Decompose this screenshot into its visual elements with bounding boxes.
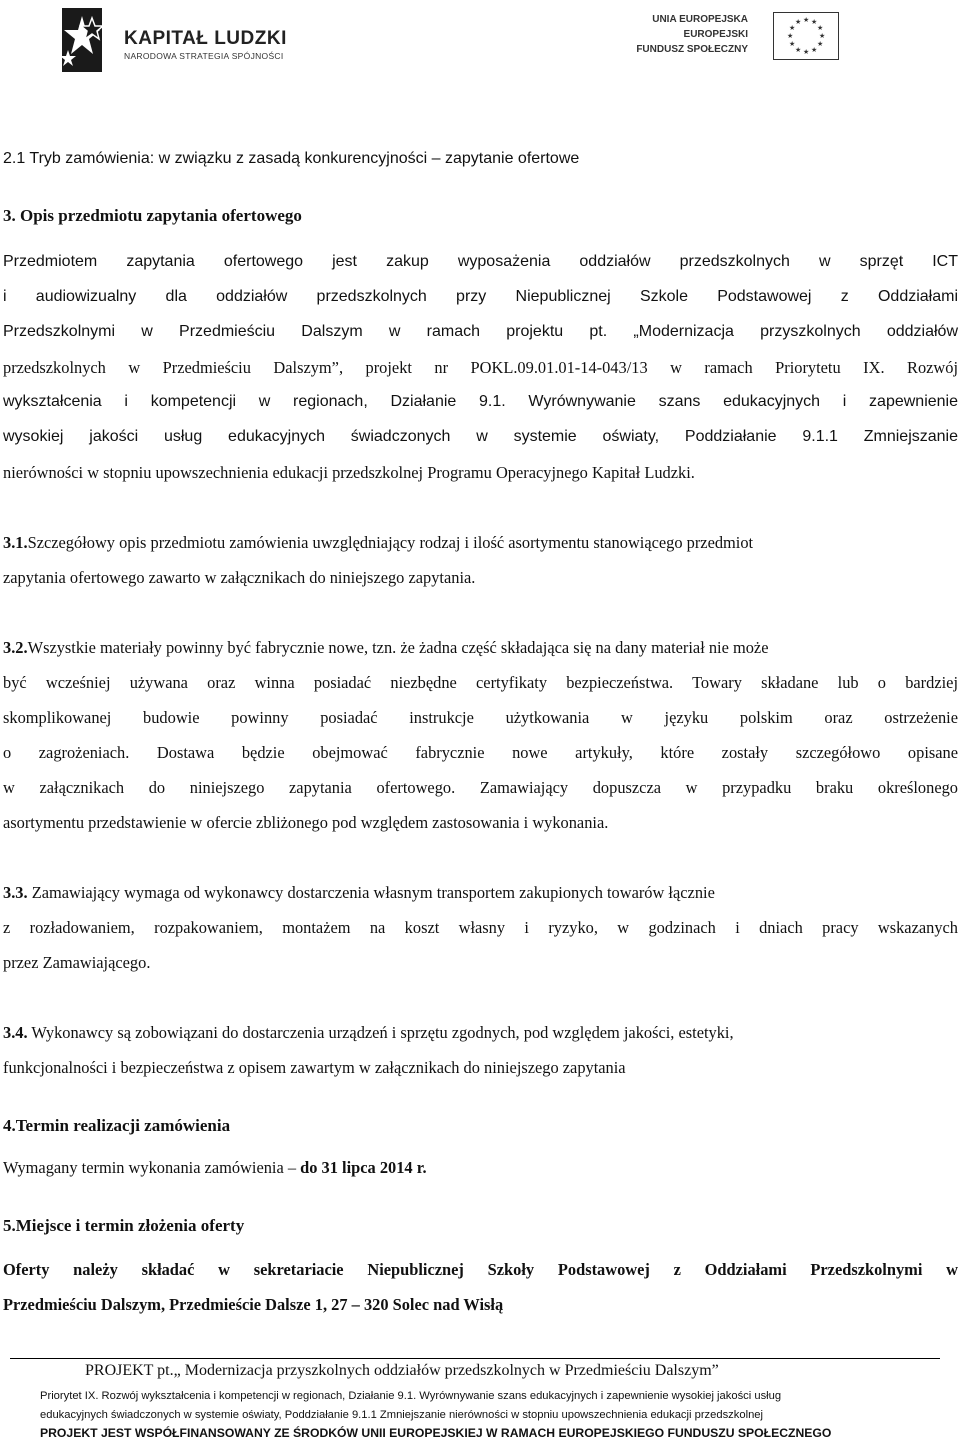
- s32-line2: być wcześniej używana oraz winna posiadać niezbędne certyfikaty bezpieczeństwa. Towary składane lub o bardziej: [3, 673, 958, 692]
- footer-priority-line: Priorytet IX. Rozwój wykształcenia i kompetencji w regionach, Działanie 9.1. Wyrównywanie szans edukacyjnych i zapewnienie wysokiej jakości usług: [40, 1390, 782, 1402]
- svg-text:★: ★: [803, 16, 810, 24]
- s3-p1-line4: przedszkolnych w Przedmieściu Dalszym”, projekt nr POKL.09.01.01-14-043/13 w ramach Priorytetu IX. Rozwój: [3, 358, 958, 377]
- s31-line1: [3, 533, 753, 553]
- footer-cofinance-line: PROJEKT JEST WSPÓŁFINANSOWANY ZE ŚRODKÓW UNII EUROPEJSKIEJ W RAMACH EUROPEJSKIEGO FUNDUSZU SPOŁECZNEGO: [40, 1426, 832, 1440]
- svg-text:★: ★: [795, 46, 802, 54]
- s5-line1: Oferty należy składać w sekretariacie Niepublicznej Szkoły Podstawowej z Oddziałami Przedszkolnymi w: [3, 1260, 958, 1279]
- section-4-heading: 4.Termin realizacji zamówienia: [3, 1116, 231, 1135]
- kl-subtitle: NARODOWA STRATEGIA SPÓJNOŚCI: [124, 51, 284, 61]
- s3-p1-line2: i audiowizualny dla oddziałów przedszkolnych przy Niepublicznej Szkole Podstawowej z Oddziałami: [3, 288, 958, 305]
- s34-number: 3.4.: [3, 1023, 28, 1042]
- kl-title: KAPITAŁ LUDZKI: [124, 28, 287, 49]
- s31-line2: zapytania ofertowego zawarto w załącznikach do niniejszego zapytania.: [3, 568, 476, 587]
- s32-line1: [3, 638, 768, 658]
- s32-line5: w załącznikach do niniejszego zapytania ofertowego. Zamawiający dopuszcza w przypadku braku określonego: [3, 778, 958, 797]
- svg-text:★: ★: [789, 24, 796, 32]
- s33-number: 3.3.: [3, 883, 28, 902]
- s3-p1-line6: wysokiej jakości usług edukacyjnych świadczonych w systemie oświaty, Poddziałanie 9.1.1 Zmniejszanie: [3, 428, 958, 445]
- s3-p1-line7: nierówności w stopniu upowszechnienia edukacji przedszkolnej Programu Operacyjnego Kapitał Ludzki.: [3, 463, 695, 482]
- footer-divider: [10, 1358, 940, 1359]
- svg-text:★: ★: [819, 32, 826, 40]
- svg-text:★: ★: [789, 40, 796, 48]
- page-header: [0, 0, 960, 90]
- eu-text-line2: EUROPEJSKI: [683, 29, 748, 40]
- svg-text:★: ★: [803, 48, 810, 56]
- s3-p1-line3: Przedszkolnymi w Przedmieściu Dalszym w ramach projektu pt. „Modernizacja przyszkolnych oddziałów: [3, 323, 958, 340]
- svg-text:★: ★: [817, 24, 824, 32]
- s3-p1-line1: Przedmiotem zapytania ofertowego jest zakup wyposażenia oddziałów przedszkolnych w sprzęt ICT: [3, 253, 958, 270]
- s31-number: 3.1.: [3, 533, 28, 552]
- s32-text1: Wszystkie materiały powinny być fabrycznie nowe, tzn. że żadna część składająca się na dany materiał nie może: [27, 638, 769, 657]
- s31-text1: Szczegółowy opis przedmiotu zamówienia uwzględniający rodzaj i ilość asortymentu stanowiącego przedmiot: [27, 533, 754, 552]
- s33-line3: przez Zamawiającego.: [3, 953, 151, 972]
- s33-line1: [3, 883, 715, 903]
- eu-stars-icon: [774, 13, 837, 58]
- svg-text:★: ★: [817, 40, 824, 48]
- kapital-ludzki-logo: [58, 4, 287, 74]
- eu-logo: [636, 12, 840, 72]
- footer-subaction-line: edukacyjnych świadczonych w systemie oświaty, Poddziałanie 9.1.1 Zmniejszanie nierówności w stopniu upowszechnienia edukacji przedszkolnej: [40, 1409, 763, 1421]
- s32-line3: skomplikowanej budowie powinny posiadać instrukcje użytkowania w języku polskim oraz ostrzeżenie: [3, 708, 958, 727]
- s34-text1: Wykonawcy są zobowiązani do dostarczenia urządzeń i sprzętu zgodnych, pod względem jakości, estetyki,: [27, 1023, 734, 1042]
- eu-text-line1: UNIA EUROPEJSKA: [652, 14, 748, 25]
- eu-text-line3: FUNDUSZ SPOŁECZNY: [636, 44, 748, 55]
- svg-text:★: ★: [787, 32, 794, 40]
- eu-logo-text: [636, 12, 748, 57]
- s34-line1: [3, 1023, 734, 1043]
- s33-text1: Zamawiający wymaga od wykonawcy dostarczenia własnym transportem zakupionych towarów łącznie: [27, 883, 715, 902]
- eu-flag-icon: [773, 12, 839, 60]
- svg-text:★: ★: [811, 18, 818, 26]
- section-4-text: [3, 1158, 427, 1178]
- s32-line4: o zagrożeniach. Dostawa będzie obejmować fabrycznie nowe artykuły, które zostały szczegółowo opisane: [3, 743, 958, 762]
- section-5-heading: 5.Miejsce i termin złożenia oferty: [3, 1216, 245, 1235]
- s32-number: 3.2.: [3, 638, 28, 657]
- deadline-value: do 31 lipca 2014 r.: [300, 1158, 427, 1177]
- deadline-label: Wymagany termin wykonania zamówienia –: [3, 1158, 301, 1177]
- kapital-ludzki-star-icon: [58, 4, 118, 76]
- section-2-1: 2.1 Tryb zamówienia: w związku z zasadą konkurencyjności – zapytanie ofertowe: [3, 150, 580, 167]
- s32-line6: asortymentu przedstawienie w ofercie zbliżonego pod względem zastosowania i wykonania.: [3, 813, 609, 832]
- footer-project-title: PROJEKT pt.„ Modernizacja przyszkolnych oddziałów przedszkolnych w Przedmieściu Dalszym”: [85, 1362, 719, 1379]
- s5-line2: Przedmieściu Dalszym, Przedmieście Dalsze 1, 27 – 320 Solec nad Wisłą: [3, 1295, 504, 1314]
- section-3-heading: 3. Opis przedmiotu zapytania ofertowego: [3, 206, 302, 225]
- s33-line2: z rozładowaniem, rozpakowaniem, montażem na koszt własny i ryzyko, w godzinach i dniach pracy wskazanych: [3, 918, 958, 937]
- s34-line2: funkcjonalności i bezpieczeństwa z opisem zawartym w załącznikach do niniejszego zapytania: [3, 1058, 626, 1077]
- s3-p1-line5: wykształcenia i kompetencji w regionach, Działanie 9.1. Wyrównywanie szans edukacyjnych i zapewnienie: [3, 393, 958, 410]
- svg-text:★: ★: [795, 18, 802, 26]
- svg-text:★: ★: [811, 46, 818, 54]
